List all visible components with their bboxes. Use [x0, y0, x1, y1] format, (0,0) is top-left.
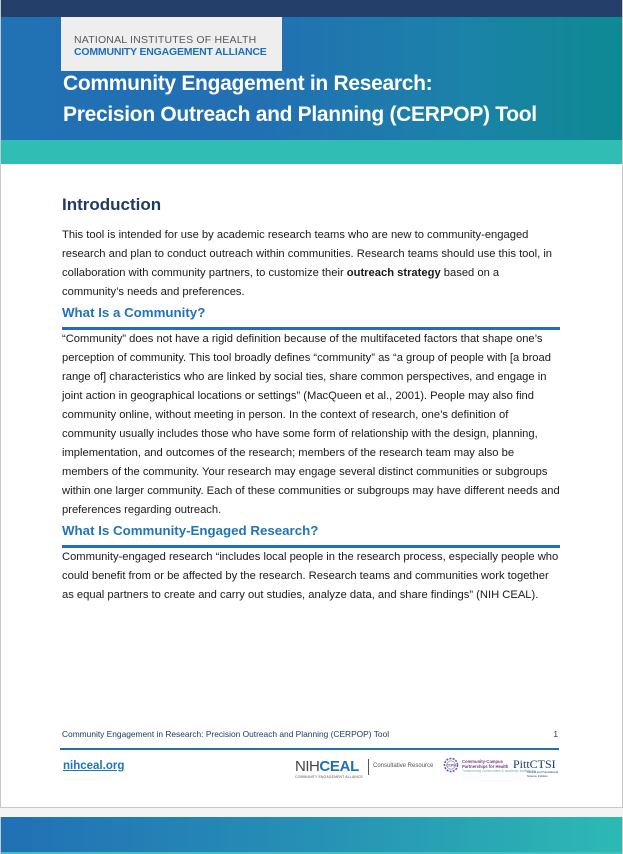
section-heading-community: What Is a Community?	[62, 305, 206, 320]
intro-bold-term: outreach strategy	[346, 267, 441, 279]
pitt-sub-line2: Science Institute	[527, 773, 548, 778]
intro-paragraph	[62, 226, 560, 302]
intro-text-1: This tool is intended for use by academic research teams who are new to community-engaged research and plan to conduct outreach within communities. Research teams should use this tool, in collaboration with community partners, to customize their	[62, 229, 553, 279]
ccph-name-line2: Partnerships for Health	[462, 764, 509, 769]
header-banner	[1, 17, 622, 140]
nih-ceal-logo	[61, 17, 282, 71]
page-number: 1	[553, 729, 558, 739]
logo-alliance-name: COMMUNITY ENGAGEMENT ALLIANCE	[74, 46, 267, 58]
footer-divider	[60, 748, 559, 750]
logo-divider	[368, 759, 369, 775]
intro-text-2: based on a community’s needs and preferences.	[62, 267, 500, 298]
section-paragraph-engaged-research: Community-engaged research “includes local people in the research process, especially people who could benefit from or be affected by the research. Research teams and communities work together as equal partners to create and carry out studies, analyze data, and share findings” (NIH CEAL).	[62, 551, 559, 601]
nihceal-link[interactable]: nihceal.org	[63, 760, 125, 772]
logo-org-name: NATIONAL INSTITUTES OF HEALTH	[74, 34, 257, 46]
intro-heading: Introduction	[62, 195, 162, 214]
nih-ceal-tagline: COMMUNITY ENGAGEMENT ALLIANCE	[295, 775, 363, 779]
nih-ceal-partner-logo	[295, 758, 363, 779]
svg-text:CCPH: CCPH	[446, 763, 456, 768]
nih-wordmark: NIH	[295, 758, 320, 775]
next-page-header-banner	[0, 817, 623, 854]
document-body	[62, 193, 560, 605]
pitt-sub-line1: Clinical and Translational	[527, 770, 559, 774]
header-top-strip	[1, 0, 622, 17]
ccph-tagline: Transforming communities & academic institutions	[462, 769, 536, 773]
consultative-resource-label: Consultative Resource	[373, 763, 434, 769]
header-accent-band	[1, 140, 622, 164]
running-footer	[62, 729, 560, 743]
ccph-logo-icon	[443, 757, 459, 773]
ceal-wordmark: CEAL	[319, 758, 359, 775]
section-paragraph-community: “Community” does not have a rigid definition because of the multifaceted factors that shape one’s perception of community. This tool broadly defines “community” as “a group of people with [a broad range of] characteristics who are linked by social ties, share common perspectives, and engage in joint action in geographical locations or settings” (MacQueen et al., 2001). People may also find community online, without meeting in person. In the context of research, one’s definition of community usually includes those who have some form of relationship with the design, planning, implementation, and outcomes of the research; members of the research team may also be members of the community. Your research may engage several distinct communities or subgroups within one larger community. Each of these communities or subgroups may have different needs and preferences regarding outreach.	[62, 333, 560, 516]
document-title-line1: Community Engagement in Research:	[63, 72, 433, 95]
ccph-name-line1: Community-Campus	[462, 759, 503, 764]
section-heading-engaged-research: What Is Community-Engaged Research?	[62, 523, 319, 538]
pitt-ctsi-logo: PittCTSI	[513, 757, 556, 771]
document-title-line2: Precision Outreach and Planning (CERPOP) Tool	[63, 103, 537, 126]
pitt-ctsi-subtitle	[527, 771, 558, 778]
document-title	[63, 68, 537, 130]
footer-running-title: Community Engagement in Research: Precision Outreach and Planning (CERPOP) Tool	[62, 729, 390, 739]
